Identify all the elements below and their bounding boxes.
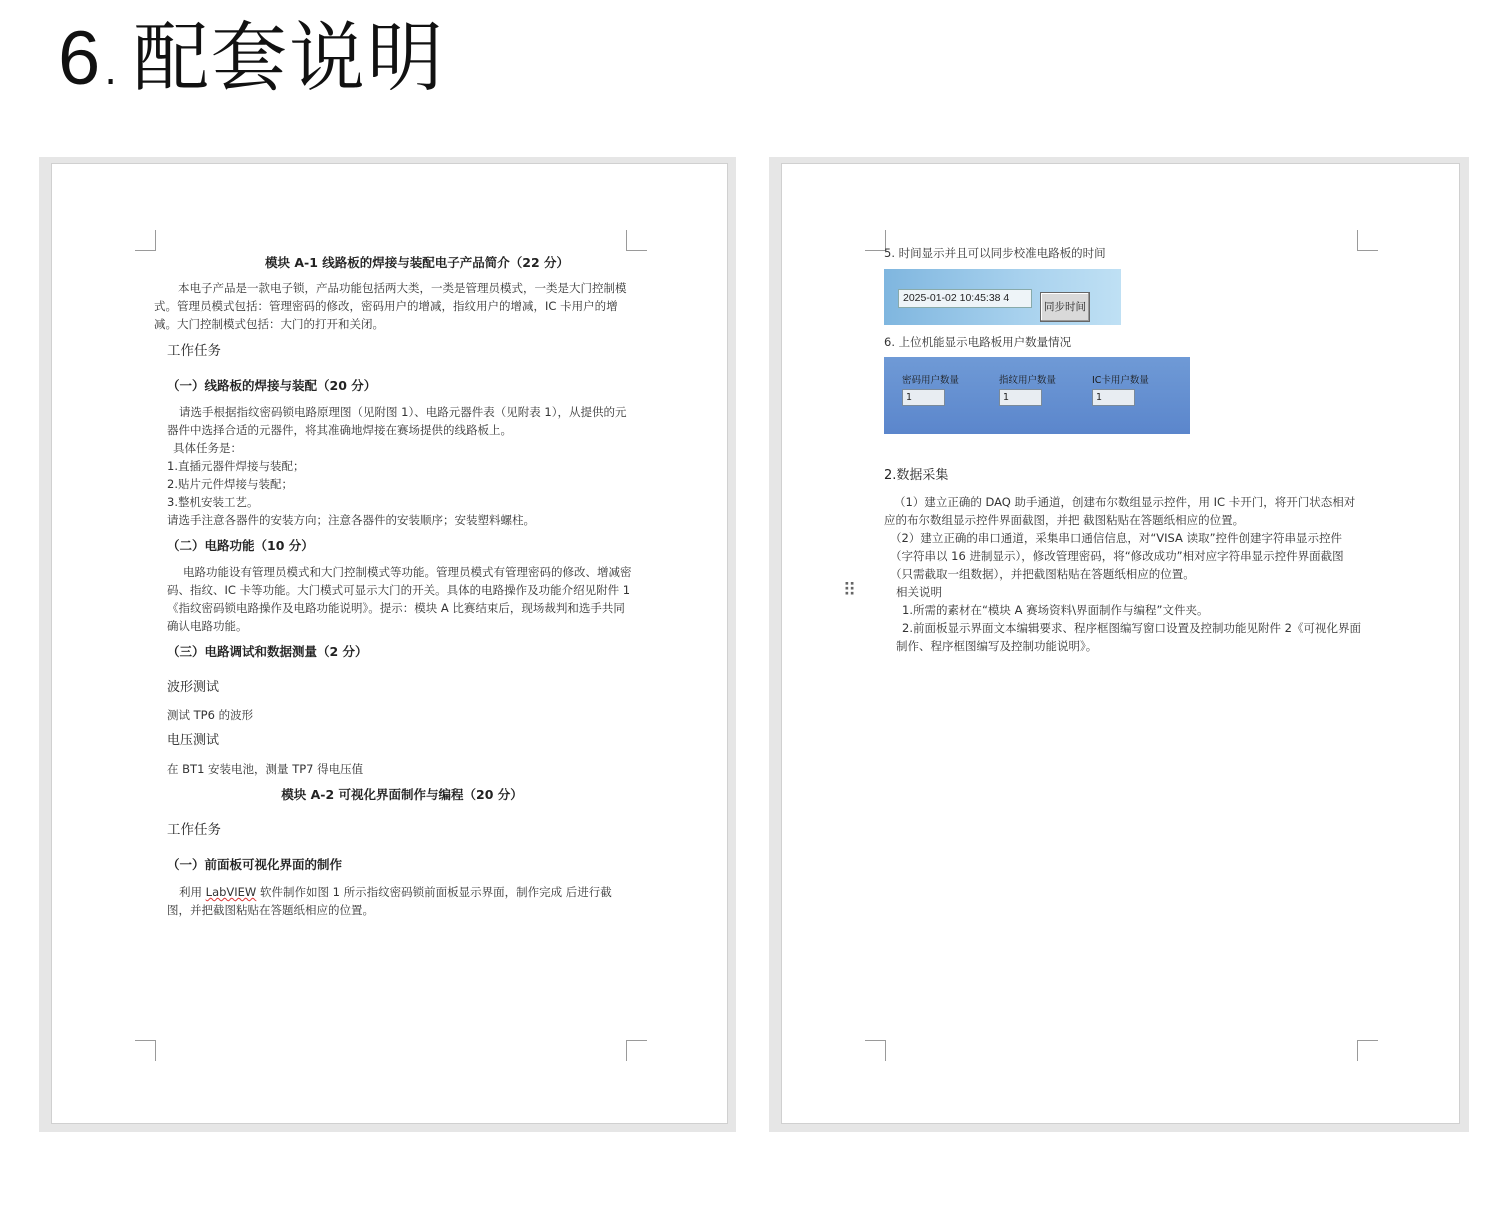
- section1-item-3: 3.整机安装工艺。: [167, 495, 259, 509]
- ic-card-users-label: IC卡用户数量: [1092, 375, 1149, 386]
- ic-card-users-value: 1: [1092, 389, 1135, 406]
- left-document-page: [52, 164, 727, 1123]
- section1-tasks-label: 具体任务是：: [173, 441, 242, 455]
- voltage-test-desc: 在 BT1 安装电池，测量 TP7 得电压值: [167, 762, 364, 776]
- section4-body-pre: 利用: [179, 885, 206, 899]
- crop-mark: [865, 230, 886, 251]
- crop-mark: [626, 1040, 647, 1061]
- section4-body-post: 软件制作如图 1 所示指纹密码锁前面板显示界面，制作完成 后进行截图，并把截图粘贴在答题纸相应的位置。: [167, 885, 612, 917]
- wave-test-heading: 波形测试: [167, 680, 220, 695]
- note-1: 1.所需的素材在“模块 A 赛场资料\界面制作与编程”文件夹。: [902, 603, 1209, 617]
- work-task-heading-2: 工作任务: [167, 822, 221, 838]
- drag-handle-icon[interactable]: ⠿: [843, 580, 855, 601]
- section1-item-1: 1.直插元器件焊接与装配；: [167, 459, 305, 473]
- labview-time-panel: [884, 269, 1121, 325]
- time-display: 2025-01-02 10:45:38 4: [898, 289, 1032, 308]
- fingerprint-users-group: [999, 372, 1056, 406]
- item6-text: 6. 上位机能显示电路板用户数量情况: [884, 335, 1072, 349]
- section3-title: （三）电路调试和数据测量（2 分）: [167, 644, 368, 659]
- wave-test-desc: 测试 TP6 的波形: [167, 708, 254, 722]
- fingerprint-users-value: 1: [999, 389, 1042, 406]
- data-acquisition-p2: （2）建立正确的串口通道，采集串口通信信息，对“VISA 读取”控件创建字符串显示控件（字符串以 16 进制显示），修改管理密码，将“修改成功”相对应字符串显示控件界面截图（只需截取一组数据），并把截图粘贴在答题纸相应的位置。: [890, 531, 1344, 581]
- section1-body: 请选手根据指纹密码锁电路原理图（见附图 1）、电路元器件表（见附表 1），从提供的元器件中选择合适的元器件，将其准确地焊接在赛场提供的线路板上。: [167, 405, 627, 437]
- data-acquisition-p1: （1）建立正确的 DAQ 助手通道，创建布尔数组显示控件，用 IC 卡开门，将开门状态相对应的布尔数组显示控件界面截图，并把 截图粘贴在答题纸相应的位置。: [884, 495, 1356, 527]
- section1-item-2: 2.贴片元件焊接与装配；: [167, 477, 293, 491]
- item5-text: 5. 时间显示并且可以同步校准电路板的时间: [884, 246, 1106, 260]
- crop-mark: [865, 1040, 886, 1061]
- section4-title: （一）前面板可视化界面的制作: [167, 857, 343, 872]
- module1-title: 模块 A-1 线路板的焊接与装配电子产品简介（22 分）: [264, 255, 569, 270]
- password-users-value: 1: [902, 389, 945, 406]
- password-users-label: 密码用户数量: [902, 375, 960, 386]
- slide-title: [58, 13, 445, 102]
- section1-title: （一）线路板的焊接与装配（20 分）: [167, 378, 377, 393]
- right-page-frame: [769, 157, 1469, 1132]
- work-task-heading-1: 工作任务: [167, 343, 221, 359]
- module2-title: 模块 A-2 可视化界面制作与编程（20 分）: [281, 787, 523, 802]
- data-acquisition-title: 2.数据采集: [884, 468, 949, 483]
- section1-note: 请选手注意各器件的安装方向；注意各器件的安装顺序；安装塑料螺柱。: [167, 513, 535, 527]
- section2-title: （二）电路功能（10 分）: [167, 538, 314, 553]
- note-2: 2.前面板显示界面文本编辑要求、程序框图编写窗口设置及控制功能见附件 2《可视化界面制作、程序框图编写及控制功能说明》。: [896, 621, 1361, 653]
- voltage-test-heading: 电压测试: [167, 733, 220, 748]
- fingerprint-users-label: 指纹用户数量: [999, 375, 1057, 386]
- slide-title-text: 配套说明: [133, 13, 445, 102]
- crop-mark: [135, 1040, 156, 1061]
- right-document-page: [782, 164, 1459, 1123]
- notes-title: 相关说明: [896, 585, 942, 599]
- ic-card-users-group: [1092, 372, 1149, 406]
- crop-mark: [1357, 230, 1378, 251]
- labview-word: LabVIEW: [205, 885, 257, 899]
- module1-intro: 本电子产品是一款电子锁，产品功能包括两大类，一类是管理员模式，一类是大门控制模式。管理员模式包括：管理密码的修改，密码用户的增减，指纹用户的增减，IC 卡用户的增减。大门控制模式包括：大门的打开和关闭。: [154, 281, 627, 331]
- slide-number: 6: [58, 16, 103, 101]
- crop-mark: [1357, 1040, 1378, 1061]
- section4-body: [167, 883, 632, 919]
- section2-body: 电路功能设有管理员模式和大门控制模式等功能。管理员模式有管理密码的修改、增减密码、指纹、IC 卡等功能。大门模式可显示大门的开关。具体的电路操作及功能介绍见附件 1《指纹密码锁电路操作及电路功能说明》。提示：模块 A 比赛结束后，现场裁判和选手共同确认电路功能。: [167, 565, 632, 633]
- password-users-group: [902, 372, 959, 406]
- crop-mark: [626, 230, 647, 251]
- sync-time-button[interactable]: 同步时间: [1040, 292, 1090, 322]
- labview-users-panel: [884, 357, 1190, 434]
- left-page-frame: [39, 157, 736, 1132]
- slide-number-separator: .: [104, 48, 119, 94]
- crop-mark: [135, 230, 156, 251]
